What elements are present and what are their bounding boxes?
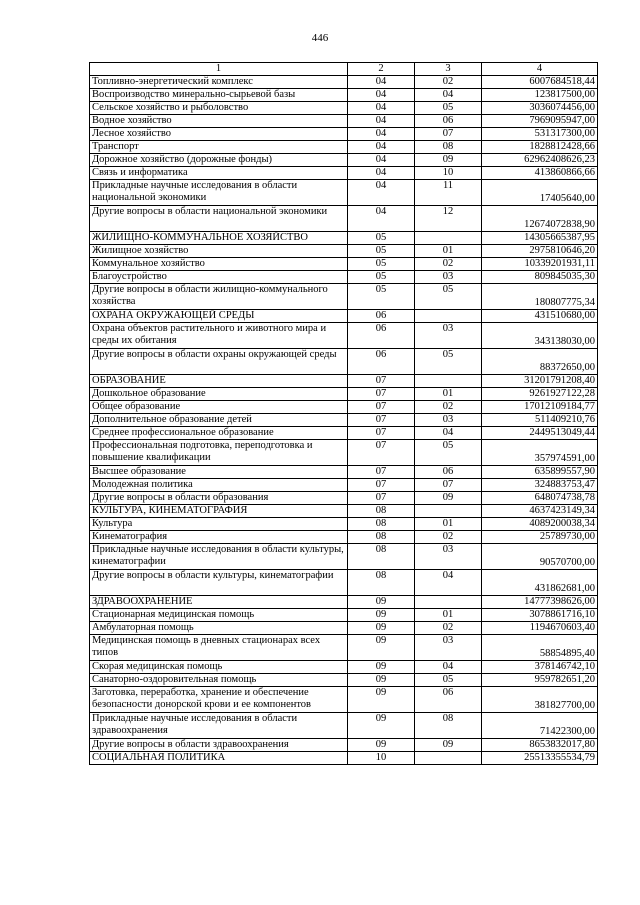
table-row <box>90 440 598 466</box>
table-row <box>90 375 598 388</box>
table-row <box>90 635 598 661</box>
row-subsection: 05 <box>415 349 482 375</box>
row-section: 04 <box>348 167 415 180</box>
row-amount: 648074738,78 <box>482 492 598 505</box>
row-amount: 10339201931,11 <box>482 258 598 271</box>
table-header <box>90 63 598 76</box>
row-name: Связь и информатика <box>90 167 348 180</box>
row-section: 06 <box>348 310 415 323</box>
table-row <box>90 76 598 89</box>
row-amount: 531317300,00 <box>482 128 598 141</box>
row-amount: 71422300,00 <box>482 713 598 739</box>
row-name: Заготовка, переработка, хранение и обеспечение безопасности донорской крови и ее компонентов <box>90 687 348 713</box>
table-row <box>90 401 598 414</box>
table-row <box>90 154 598 167</box>
row-section: 08 <box>348 505 415 518</box>
row-subsection: 01 <box>415 388 482 401</box>
table-row <box>90 531 598 544</box>
row-name: Благоустройство <box>90 271 348 284</box>
row-section: 07 <box>348 492 415 505</box>
row-amount: 1194670603,40 <box>482 622 598 635</box>
row-amount: 123817500,00 <box>482 89 598 102</box>
row-amount: 17012109184,77 <box>482 401 598 414</box>
row-section: 09 <box>348 687 415 713</box>
row-subsection: 05 <box>415 674 482 687</box>
row-amount: 8653832017,80 <box>482 739 598 752</box>
row-subsection: 09 <box>415 154 482 167</box>
row-subsection: 08 <box>415 141 482 154</box>
table-row <box>90 180 598 206</box>
table-row <box>90 102 598 115</box>
row-section: 09 <box>348 635 415 661</box>
table-row <box>90 518 598 531</box>
row-subsection: 02 <box>415 258 482 271</box>
table-row <box>90 479 598 492</box>
row-amount: 413860866,66 <box>482 167 598 180</box>
row-subsection <box>415 752 482 765</box>
table-row <box>90 622 598 635</box>
table-row <box>90 427 598 440</box>
row-subsection: 04 <box>415 570 482 596</box>
row-name: Прикладные научные исследования в области культуры, кинематографии <box>90 544 348 570</box>
row-section: 07 <box>348 479 415 492</box>
row-name: Скорая медицинская помощь <box>90 661 348 674</box>
row-section: 07 <box>348 375 415 388</box>
row-amount: 25513355534,79 <box>482 752 598 765</box>
row-amount: 2975810646,20 <box>482 245 598 258</box>
table-row <box>90 596 598 609</box>
row-name: КУЛЬТУРА, КИНЕМАТОГРАФИЯ <box>90 505 348 518</box>
row-amount: 7969095947,00 <box>482 115 598 128</box>
row-amount: 431510680,00 <box>482 310 598 323</box>
row-subsection: 04 <box>415 661 482 674</box>
row-amount: 3036074456,00 <box>482 102 598 115</box>
row-subsection: 08 <box>415 713 482 739</box>
row-name: Кинематография <box>90 531 348 544</box>
row-name: Профессиональная подготовка, переподготовка и повышение квалификации <box>90 440 348 466</box>
row-subsection: 03 <box>415 544 482 570</box>
header-col-3: 3 <box>415 63 482 76</box>
row-section: 04 <box>348 128 415 141</box>
row-subsection: 02 <box>415 531 482 544</box>
row-amount: 14305665387,95 <box>482 232 598 245</box>
table-row <box>90 349 598 375</box>
row-section: 04 <box>348 206 415 232</box>
row-amount: 959782651,20 <box>482 674 598 687</box>
row-section: 08 <box>348 531 415 544</box>
table-row <box>90 271 598 284</box>
header-col-1: 1 <box>90 63 348 76</box>
row-section: 04 <box>348 180 415 206</box>
row-section: 04 <box>348 141 415 154</box>
row-name: Общее образование <box>90 401 348 414</box>
row-section: 07 <box>348 401 415 414</box>
row-section: 09 <box>348 674 415 687</box>
row-amount: 1828812428,66 <box>482 141 598 154</box>
row-name: Молодежная политика <box>90 479 348 492</box>
row-subsection: 02 <box>415 622 482 635</box>
header-col-2: 2 <box>348 63 415 76</box>
row-subsection: 06 <box>415 687 482 713</box>
row-amount: 809845035,30 <box>482 271 598 284</box>
table-row <box>90 414 598 427</box>
row-section: 07 <box>348 388 415 401</box>
table-row <box>90 544 598 570</box>
row-name: Дошкольное образование <box>90 388 348 401</box>
row-section: 07 <box>348 466 415 479</box>
row-subsection: 05 <box>415 102 482 115</box>
row-section: 08 <box>348 544 415 570</box>
row-name: Транспорт <box>90 141 348 154</box>
table-row <box>90 609 598 622</box>
row-name: Стационарная медицинская помощь <box>90 609 348 622</box>
table-row <box>90 245 598 258</box>
row-amount: 381827700,00 <box>482 687 598 713</box>
row-subsection: 02 <box>415 401 482 414</box>
row-name: ЖИЛИЩНО-КОММУНАЛЬНОЕ ХОЗЯЙСТВО <box>90 232 348 245</box>
row-section: 05 <box>348 258 415 271</box>
row-subsection <box>415 505 482 518</box>
row-name: Топливно-энергетический комплекс <box>90 76 348 89</box>
row-name: Культура <box>90 518 348 531</box>
row-amount: 31201791208,40 <box>482 375 598 388</box>
row-section: 04 <box>348 89 415 102</box>
row-subsection <box>415 310 482 323</box>
row-amount: 635899557,90 <box>482 466 598 479</box>
row-name: Лесное хозяйство <box>90 128 348 141</box>
row-section: 08 <box>348 570 415 596</box>
row-subsection: 07 <box>415 128 482 141</box>
table-row <box>90 258 598 271</box>
table-row <box>90 752 598 765</box>
row-amount: 2449513049,44 <box>482 427 598 440</box>
table-row <box>90 167 598 180</box>
table-row <box>90 284 598 310</box>
row-section: 05 <box>348 284 415 310</box>
row-subsection: 07 <box>415 479 482 492</box>
table-row <box>90 89 598 102</box>
row-name: Другие вопросы в области культуры, кинематографии <box>90 570 348 596</box>
row-subsection <box>415 375 482 388</box>
row-subsection: 03 <box>415 323 482 349</box>
row-section: 09 <box>348 713 415 739</box>
row-name: СОЦИАЛЬНАЯ ПОЛИТИКА <box>90 752 348 765</box>
row-amount: 6007684518,44 <box>482 76 598 89</box>
row-amount: 324883753,47 <box>482 479 598 492</box>
row-name: Другие вопросы в области национальной экономики <box>90 206 348 232</box>
row-section: 05 <box>348 271 415 284</box>
row-subsection: 11 <box>415 180 482 206</box>
row-amount: 357974591,00 <box>482 440 598 466</box>
row-section: 06 <box>348 349 415 375</box>
table-row <box>90 687 598 713</box>
row-subsection: 05 <box>415 284 482 310</box>
row-name: ОХРАНА ОКРУЖАЮЩЕЙ СРЕДЫ <box>90 310 348 323</box>
row-subsection: 12 <box>415 206 482 232</box>
row-name: Охрана объектов растительного и животного мира и среды их обитания <box>90 323 348 349</box>
row-amount: 4637423149,34 <box>482 505 598 518</box>
row-name: Прикладные научные исследования в области национальной экономики <box>90 180 348 206</box>
row-name: Дополнительное образование детей <box>90 414 348 427</box>
row-name: ЗДРАВООХРАНЕНИЕ <box>90 596 348 609</box>
table-row <box>90 674 598 687</box>
row-subsection: 06 <box>415 466 482 479</box>
row-amount: 4089200038,34 <box>482 518 598 531</box>
table-row <box>90 466 598 479</box>
row-subsection: 01 <box>415 245 482 258</box>
row-subsection: 09 <box>415 492 482 505</box>
row-section: 08 <box>348 518 415 531</box>
row-name: Воспроизводство минерально-сырьевой базы <box>90 89 348 102</box>
budget-table <box>89 62 598 765</box>
row-section: 04 <box>348 154 415 167</box>
row-section: 09 <box>348 622 415 635</box>
row-section: 09 <box>348 609 415 622</box>
row-amount: 343138030,00 <box>482 323 598 349</box>
row-section: 04 <box>348 115 415 128</box>
row-amount: 431862681,00 <box>482 570 598 596</box>
row-section: 04 <box>348 102 415 115</box>
row-name: Санаторно-оздоровительная помощь <box>90 674 348 687</box>
row-name: Прикладные научные исследования в области здравоохранения <box>90 713 348 739</box>
table-row <box>90 141 598 154</box>
row-section: 05 <box>348 232 415 245</box>
row-section: 04 <box>348 76 415 89</box>
row-subsection: 06 <box>415 115 482 128</box>
row-section: 07 <box>348 427 415 440</box>
row-amount: 9261927122,28 <box>482 388 598 401</box>
row-name: Другие вопросы в области жилищно-коммунального хозяйства <box>90 284 348 310</box>
row-subsection: 04 <box>415 89 482 102</box>
row-subsection: 03 <box>415 271 482 284</box>
row-name: Амбулаторная помощь <box>90 622 348 635</box>
table-row <box>90 206 598 232</box>
row-amount: 25789730,00 <box>482 531 598 544</box>
table-row <box>90 115 598 128</box>
row-amount: 12674072838,90 <box>482 206 598 232</box>
row-section: 10 <box>348 752 415 765</box>
table-row <box>90 232 598 245</box>
row-subsection: 01 <box>415 609 482 622</box>
row-name: Среднее профессиональное образование <box>90 427 348 440</box>
row-section: 09 <box>348 739 415 752</box>
row-section: 09 <box>348 661 415 674</box>
row-name: Другие вопросы в области образования <box>90 492 348 505</box>
header-row <box>90 63 598 76</box>
row-subsection: 04 <box>415 427 482 440</box>
row-subsection: 03 <box>415 635 482 661</box>
table-row <box>90 505 598 518</box>
row-subsection: 05 <box>415 440 482 466</box>
page-number: 446 <box>311 32 329 44</box>
row-subsection: 01 <box>415 518 482 531</box>
row-name: Жилищное хозяйство <box>90 245 348 258</box>
header-col-4: 4 <box>482 63 598 76</box>
row-amount: 62962408626,23 <box>482 154 598 167</box>
row-name: Высшее образование <box>90 466 348 479</box>
table-row <box>90 310 598 323</box>
row-name: Другие вопросы в области здравоохранения <box>90 739 348 752</box>
row-subsection: 02 <box>415 76 482 89</box>
row-name: Сельское хозяйство и рыболовство <box>90 102 348 115</box>
table-row <box>90 323 598 349</box>
row-name: ОБРАЗОВАНИЕ <box>90 375 348 388</box>
table-row <box>90 128 598 141</box>
row-amount: 58854895,40 <box>482 635 598 661</box>
row-amount: 3078861716,10 <box>482 609 598 622</box>
row-subsection: 03 <box>415 414 482 427</box>
row-subsection <box>415 232 482 245</box>
table-row <box>90 739 598 752</box>
row-amount: 378146742,10 <box>482 661 598 674</box>
row-amount: 17405640,00 <box>482 180 598 206</box>
row-section: 05 <box>348 245 415 258</box>
row-section: 09 <box>348 596 415 609</box>
table-row <box>90 713 598 739</box>
row-amount: 511409210,76 <box>482 414 598 427</box>
row-name: Коммунальное хозяйство <box>90 258 348 271</box>
table-row <box>90 492 598 505</box>
row-section: 07 <box>348 414 415 427</box>
row-subsection <box>415 596 482 609</box>
row-amount: 14777398626,00 <box>482 596 598 609</box>
row-subsection: 09 <box>415 739 482 752</box>
row-section: 06 <box>348 323 415 349</box>
row-amount: 180807775,34 <box>482 284 598 310</box>
row-name: Водное хозяйство <box>90 115 348 128</box>
table-row <box>90 661 598 674</box>
table-body <box>90 76 598 765</box>
row-name: Медицинская помощь в дневных стационарах всех типов <box>90 635 348 661</box>
row-section: 07 <box>348 440 415 466</box>
row-amount: 88372650,00 <box>482 349 598 375</box>
row-subsection: 10 <box>415 167 482 180</box>
row-amount: 90570700,00 <box>482 544 598 570</box>
table-row <box>90 388 598 401</box>
row-name: Дорожное хозяйство (дорожные фонды) <box>90 154 348 167</box>
row-name: Другие вопросы в области охраны окружающей среды <box>90 349 348 375</box>
table-row <box>90 570 598 596</box>
